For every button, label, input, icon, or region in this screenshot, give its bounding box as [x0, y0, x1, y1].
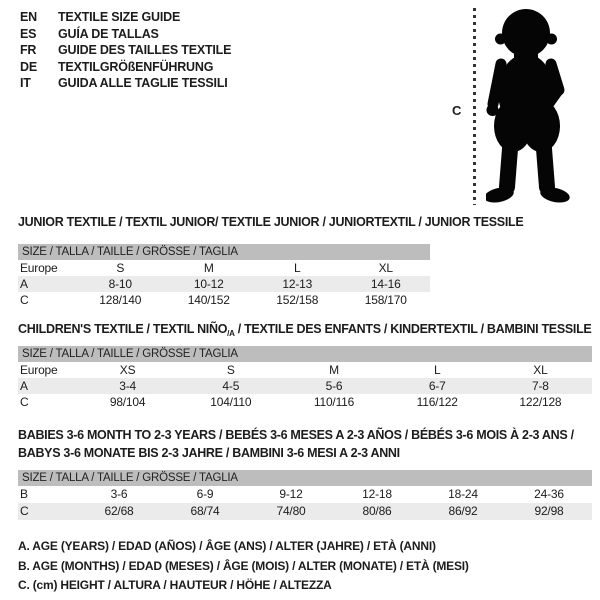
size-value-cell: 152/158	[276, 293, 319, 307]
size-value-cell: 92/98	[534, 504, 564, 518]
size-table-row	[18, 260, 430, 276]
size-table-junior	[18, 244, 430, 308]
language-code: EN	[20, 10, 37, 24]
language-row-fr	[20, 42, 231, 59]
size-value-cell: S	[116, 261, 125, 275]
language-title: GUIDE DES TAILLES TEXTILE	[58, 43, 232, 57]
language-title-list	[20, 9, 231, 92]
size-value-cell: 5-6	[325, 379, 343, 393]
size-value-cell: 3-6	[110, 487, 128, 501]
size-value-cell: 74/80	[276, 504, 306, 518]
size-header-bar: SIZE / TALLA / TAILLE / GRÖSSE / TAGLIA	[18, 244, 430, 260]
language-code: FR	[20, 43, 37, 57]
height-measure-label: C	[452, 103, 462, 118]
row-label: Europe	[20, 363, 58, 377]
size-value-cell: 104/110	[210, 395, 252, 409]
size-value-cell: 7-8	[532, 379, 549, 393]
size-value-cell: 10-12	[193, 277, 224, 291]
size-value-cell: M	[329, 363, 339, 377]
size-value-cell: 9-12	[279, 487, 303, 501]
size-value-cell: 68/74	[190, 504, 220, 518]
size-value-cell: 18-24	[448, 487, 478, 501]
language-code: IT	[20, 76, 31, 90]
size-table-row	[18, 362, 592, 378]
size-value-cell: 110/116	[313, 395, 355, 409]
size-value-cell: XS	[119, 363, 136, 377]
language-title: GUÍA DE TALLAS	[58, 26, 159, 41]
size-table-row	[18, 394, 592, 410]
size-value-cell: 80/86	[362, 504, 392, 518]
size-value-cell: 6-9	[196, 487, 214, 501]
title-subscript: /A	[227, 329, 235, 338]
size-table-row	[18, 486, 592, 503]
size-value-cell: 24-36	[534, 487, 564, 501]
size-value-cell: 128/140	[99, 293, 142, 307]
size-table-row	[18, 292, 430, 308]
size-value-cell: XL	[378, 261, 393, 275]
size-value-cell: 116/122	[416, 395, 458, 409]
footnote-a-age-years: A. AGE (YEARS) / EDAD (AÑOS) / ÂGE (ANS) / ALTER (JAHRE) / ETÀ (ANNI)	[18, 539, 436, 553]
baby-silhouette-icon	[486, 6, 598, 208]
row-label: A	[20, 277, 28, 291]
table-title-children	[18, 322, 591, 338]
row-label: C	[20, 293, 29, 307]
size-table-babies	[18, 470, 592, 520]
size-value-cell: S	[226, 363, 235, 377]
table-title-junior: JUNIOR TEXTILE / TEXTIL JUNIOR/ TEXTILE JUNIOR / JUNIORTEXTIL / JUNIOR TESSILE	[18, 215, 524, 229]
row-label: C	[20, 395, 29, 409]
language-code: ES	[20, 26, 37, 41]
footnote-c-height: C. (cm) HEIGHT / ALTURA / HAUTEUR / HÖHE / ALTEZZA	[18, 578, 332, 592]
size-value-cell: 122/128	[519, 395, 562, 409]
size-value-cell: M	[203, 261, 214, 275]
height-measure-line	[471, 7, 478, 207]
size-value-cell: 86/92	[448, 504, 478, 518]
size-value-cell: 140/152	[187, 293, 230, 307]
row-label: Europe	[20, 261, 58, 275]
size-value-cell: 12-18	[362, 487, 392, 501]
size-value-cell: 4-5	[222, 379, 240, 393]
size-value-cell: XL	[533, 363, 548, 377]
language-title: TEXTILGRÖßENFÜHRUNG	[58, 59, 214, 74]
title-line: BABYS 3-6 MONATE BIS 2-3 JAHRE / BAMBINI 3-6 MESI A 2-3 ANNI	[18, 446, 400, 460]
size-table-row	[18, 378, 592, 394]
table-title-babies	[18, 426, 574, 462]
size-value-cell: 12-13	[282, 277, 313, 291]
footnote-b-age-months: B. AGE (MONTHS) / EDAD (MESES) / ÂGE (MOIS) / ALTER (MONATE) / ETÀ (MESI)	[18, 558, 469, 573]
row-label: B	[20, 487, 28, 501]
size-table-children	[18, 346, 592, 410]
row-label: A	[20, 379, 28, 393]
size-header-bar: SIZE / TALLA / TAILLE / GRÖSSE / TAGLIA	[18, 470, 592, 486]
language-row-es	[20, 26, 231, 43]
size-value-cell: 62/68	[104, 504, 134, 518]
title-line: BABIES 3-6 MONTH TO 2-3 YEARS / BEBÉS 3-6 MESES A 2-3 AÑOS / BÉBÉS 3-6 MOIS À 2-3 ANS /	[18, 428, 574, 442]
row-label: C	[20, 504, 29, 518]
size-table-row	[18, 276, 430, 292]
language-row-en	[20, 9, 231, 26]
language-title: TEXTILE SIZE GUIDE	[58, 10, 181, 24]
size-value-cell: 8-10	[108, 277, 132, 291]
size-value-cell: 14-16	[370, 277, 401, 291]
language-code: DE	[20, 59, 37, 74]
language-row-it	[20, 75, 231, 92]
language-title: GUIDA ALLE TAGLIE TESSILI	[58, 76, 228, 90]
size-value-cell: 6-7	[428, 379, 446, 393]
language-row-de	[20, 59, 231, 76]
size-value-cell: 98/104	[109, 395, 146, 409]
footnotes	[18, 537, 469, 596]
size-value-cell: L	[433, 363, 441, 377]
title-text: / TEXTILE DES ENFANTS / KINDERTEXTIL / BAMBINI TESSILE	[234, 322, 592, 336]
size-value-cell: 3-4	[119, 379, 136, 393]
size-header-bar: SIZE / TALLA / TAILLE / GRÖSSE / TAGLIA	[18, 346, 592, 362]
title-text: CHILDREN'S TEXTILE / TEXTIL NIÑO	[18, 322, 228, 336]
size-value-cell: L	[294, 261, 301, 275]
size-value-cell: 158/170	[364, 293, 407, 307]
size-table-row	[18, 503, 592, 520]
